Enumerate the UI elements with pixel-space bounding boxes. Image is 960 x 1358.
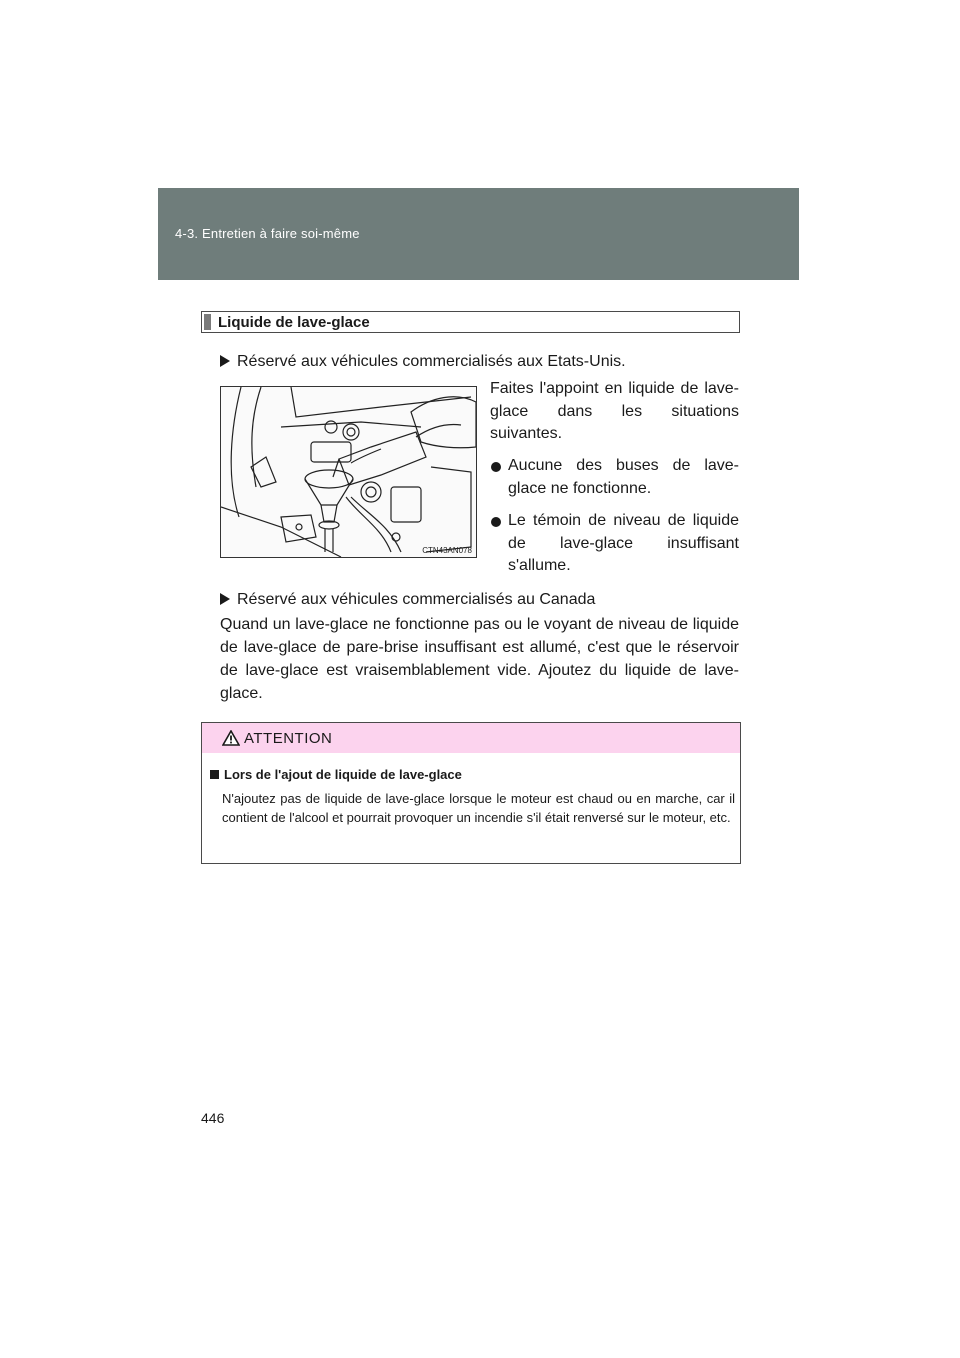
usa-intro: Faites l'appoint en liquide de lave-glace dans les situations suivantes. — [490, 380, 739, 442]
page-number: 446 — [201, 1110, 225, 1126]
bullet-icon — [491, 517, 501, 527]
canada-label-text: Réservé aux véhicules commercialisés au Canada — [237, 591, 596, 608]
square-bullet-icon — [210, 770, 219, 779]
caution-box — [201, 722, 741, 864]
canada-label — [220, 591, 595, 609]
caution-subtitle-text: Lors de l'ajout de liquide de lave-glace — [224, 767, 462, 782]
usa-label — [220, 353, 626, 371]
usa-label-text: Réservé aux véhicules commercialisés aux Etats-Unis. — [237, 353, 626, 370]
canada-text: Quand un lave-glace ne fonctionne pas ou le voyant de niveau de liquide de lave-glace de pare-brise insuffisant est allumé, c'est que le réservoir de lave-glace est vraisemblablement vide. Ajoutez du liquide de lave-glace. — [220, 616, 739, 702]
section-title-box — [201, 311, 740, 333]
bullet-icon — [491, 462, 501, 472]
usa-bullet — [490, 510, 739, 578]
section-title: Liquide de lave-glace — [218, 314, 370, 331]
usa-bullet-text: Le témoin de niveau de liquide de lave-glace insuffisant s'allume. — [508, 512, 739, 574]
refill-washer-fluid-picture — [221, 387, 476, 557]
section-title-marker — [204, 314, 211, 330]
caution-subtitle — [210, 767, 462, 782]
caution-title: ATTENTION — [244, 730, 333, 747]
usa-bullet-text: Aucune des buses de lave-glace ne fonctionne. — [508, 457, 739, 497]
arrow-right-icon — [220, 355, 230, 367]
header-band — [158, 188, 799, 280]
usa-bullet — [490, 455, 739, 500]
arrow-right-icon — [220, 593, 230, 605]
warning-triangle-icon — [222, 730, 240, 746]
washer-fluid-illustration — [220, 386, 477, 558]
figure-code: CTN43AN078 — [422, 546, 472, 555]
caution-header — [202, 723, 740, 753]
caution-text: N'ajoutez pas de liquide de lave-glace lorsque le moteur est chaud ou en marche, car il contient de l'alcool et pourrait provoquer un incendie s'il était renversé sur le moteur, etc. — [222, 791, 735, 825]
section-heading: 4-3. Entretien à faire soi-même — [175, 226, 360, 241]
